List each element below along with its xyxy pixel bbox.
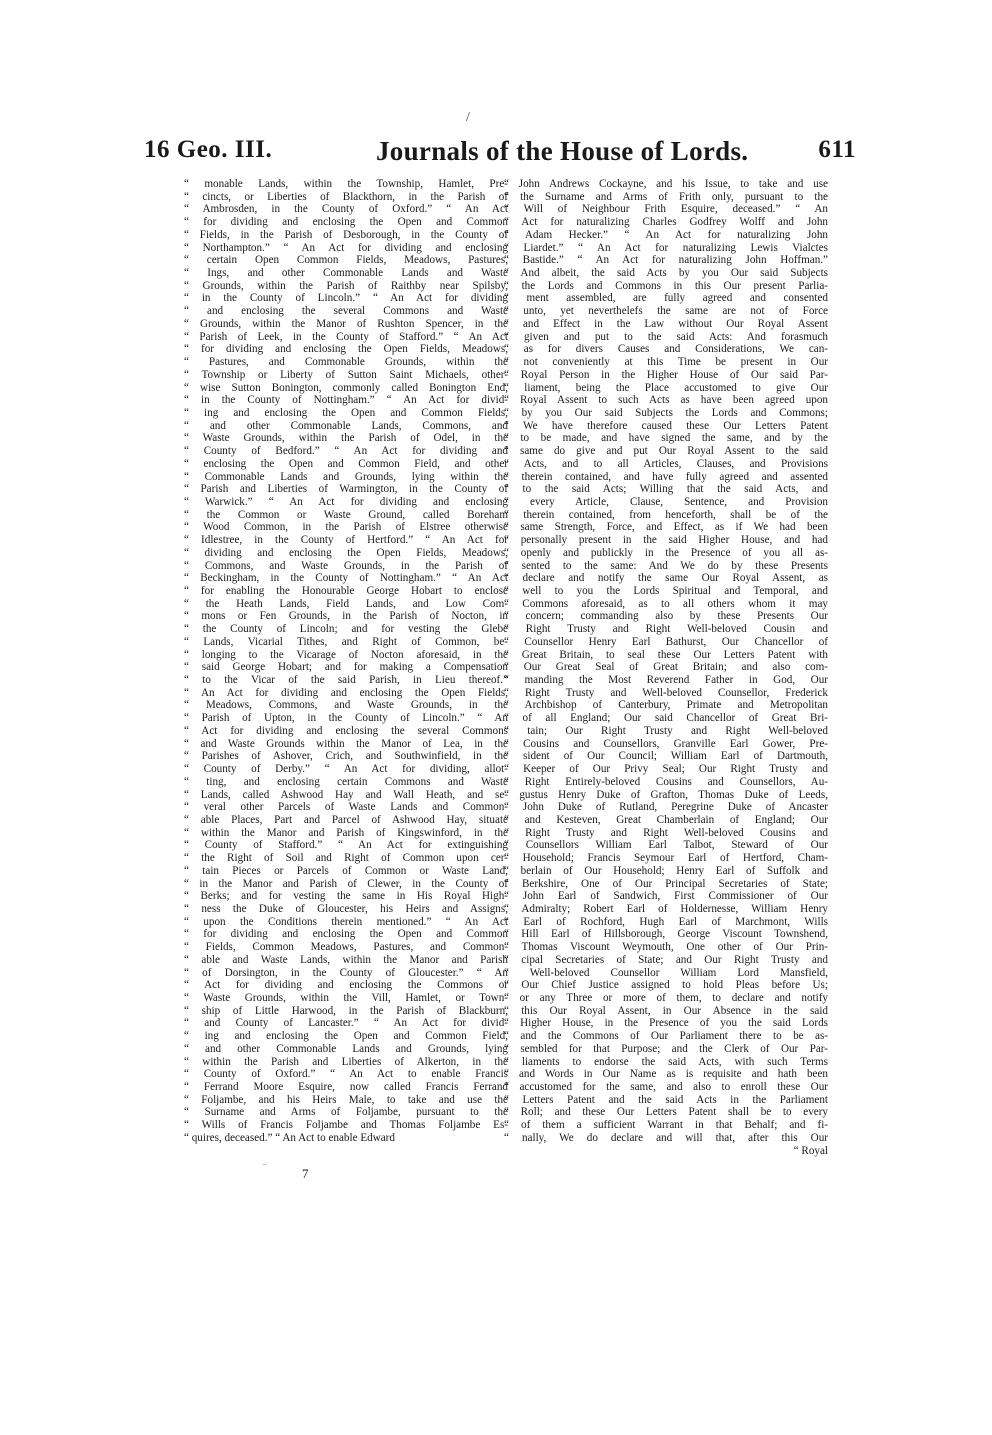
text-line: “ County of Derby.” “ An Act for dividing, allot- [184, 763, 508, 776]
text-line: “ Act for naturalizing Charles Godfrey Wolff and John [504, 216, 828, 229]
text-line: “ Archbishop of Canterbury, Primate and Metropolitan [504, 699, 828, 712]
text-line: “ ting, and enclosing certain Commons and Waste [184, 775, 508, 788]
text-line: “ tain Pieces or Parcels of Common or Waste Land, [184, 864, 508, 877]
text-line: “ Right Trusty and Right Well-beloved Cousins and [504, 826, 828, 839]
text-line: “ the Common or Waste Ground, called Boreham [184, 508, 508, 521]
text-line: “ in the Manor and Parish of Clewer, in the County of [184, 877, 508, 890]
text-line: “ Keeper of Our Privy Seal; Our Right Trusty and [504, 763, 828, 776]
text-line: “ the Surname and Arms of Frith only, pursuant to the [504, 190, 828, 203]
text-line: “ Thomas Viscount Weymouth, One other of Our Prin- [504, 941, 828, 954]
text-line: “ well to you the Lords Spiritual and Temporal, and [504, 585, 828, 597]
text-line: “ and Kesteven, Great Chamberlain of England; Our [504, 813, 828, 826]
text-line: “ and Waste Grounds within the Manor of Lea, in the [184, 737, 508, 750]
text-line: “ to the Vicar of the said Parish, in Lieu thereof.” [184, 674, 508, 687]
text-line: “ ment assembled, are fully agreed and consented [504, 292, 828, 305]
text-line: “ and County of Lancaster.” “ An Act for divid- [184, 1017, 508, 1030]
text-line: “ Township or Liberty of Sutton Saint Michaels, other- [184, 368, 508, 381]
text-line: “ Right Trusty and Right Well-beloved Cousin and [504, 623, 828, 636]
text-line: “ to the said Acts; Willing that the said Acts, and [504, 483, 828, 496]
text-line: “ Roll; and these Our Letters Patent shall be to every [504, 1106, 828, 1119]
text-line: “ as for divers Causes and Considerations, We can- [504, 343, 828, 356]
text-line: “ enclosing the Open and Common Field, and other [184, 457, 508, 470]
right-column [504, 178, 828, 1157]
ink-smudge: ⁻ [262, 1162, 268, 1173]
text-line: “ and enclosing the several Commons and Waste [184, 305, 508, 318]
text-line: “ County of Bedford.” “ An Act for dividing and [184, 445, 508, 458]
text-line: “ sembled for that Purpose; and the Clerk of Our Par- [504, 1042, 828, 1055]
text-line: “ for dividing and enclosing the Open Fields, Meadows, [184, 343, 508, 356]
text-line: “ not conveniently at this Time be present in Our [504, 356, 828, 369]
text-line: “ this Our Royal Assent, in Our Absence in the said [504, 1004, 828, 1017]
text-line: “ Berkshire, One of Our Principal Secretaries of State; [504, 877, 828, 890]
text-line: “ Fields, Common Meadows, Pastures, and Common- [184, 941, 508, 954]
text-line: “ to be made, and have signed the same, and by the [504, 432, 828, 445]
text-line: “ sident of Our Council; William Earl of Dartmouth, [504, 750, 828, 763]
text-line: “ berlain of Our Household; Henry Earl of Suffolk and [504, 864, 828, 877]
text-line: “ Fields, in the Parish of Desborough, in the County of [184, 228, 508, 241]
running-header [144, 136, 856, 176]
text-line: “ of all England; Our said Chancellor of Great Bri- [504, 712, 828, 725]
page-title: Journals of the House of Lords. [376, 136, 749, 166]
text-line: “ Wood Common, in the Parish of Elstree otherwise [184, 521, 508, 534]
text-line: “ every Article, Clause, Sentence, and Provision [504, 495, 828, 508]
text-line: “ Beckingham, in the County of Nottingham.” “ An Act [184, 572, 508, 585]
text-line: “ An Act for dividing and enclosing the Open Fields, [184, 686, 508, 699]
text-line: “ certain Open Common Fields, Meadows, Pastures, [184, 254, 508, 267]
text-line: “ Idlestree, in the County of Hertford.” “ An Act for [184, 534, 508, 547]
text-line: “ Liardet.” “ An Act for naturalizing Lewis Vialctes [504, 241, 828, 254]
text-line: “ ship of Little Harwood, in the Parish of Blackburn, [184, 1004, 508, 1017]
text-line: “ personally present in the said Higher House, and had [504, 534, 828, 547]
text-line: “ same Strength, Force, and Effect, as if We had been [504, 521, 828, 534]
text-line: “ Northampton.” “ An Act for dividing and enclosing [184, 241, 508, 254]
text-line: “ unto, yet neverthelefs the same are not of Force [504, 305, 828, 318]
text-line: “ Parish of Leek, in the County of Stafford.” “ An Act [184, 330, 508, 343]
text-line: “ Waste Grounds, within the Parish of Odel, in the [184, 432, 508, 445]
text-line: “ veral other Parcels of Waste Lands and Common- [184, 801, 508, 814]
text-line: “ wise Sutton Bonington, commonly called Bonington End, [184, 381, 508, 394]
text-line: “ ness the Duke of Gloucester, his Heirs and Assigns, [184, 902, 508, 915]
text-line: “ Ferrand Moore Esquire, now called Francis Ferrand [184, 1081, 508, 1094]
text-line: “ sented to the same: And We do by these Presents [504, 559, 828, 572]
text-line: “ liaments to endorse the said Acts, with such Terms [504, 1055, 828, 1068]
text-line: “ Lands, Vicarial Tithes, and Right of Common, be- [184, 635, 508, 648]
text-line: “ Household; Francis Seymour Earl of Hertford, Cham- [504, 852, 828, 865]
text-line: “ liament, being the Place accustomed to give Our [504, 381, 828, 394]
text-line: “ within the Parish and Liberties of Alkerton, in the [184, 1055, 508, 1068]
text-line: “ Ambrosden, in the County of Oxford.” “ An Act [184, 203, 508, 216]
text-line: “ longing to the Vicarage of Nocton aforesaid, in the [184, 648, 508, 661]
text-line: “ mons or Fen Grounds, in the Parish of Nocton, in [184, 610, 508, 623]
text-line: “ nally, We do declare and will that, after this Our [504, 1131, 828, 1144]
text-line: “ John Duke of Rutland, Peregrine Duke of Ancaster [504, 801, 828, 814]
text-line: “ cincts, or Liberties of Blackthorn, in the Parish of [184, 190, 508, 203]
text-line: “ Earl of Rochford, Hugh Earl of Marchmont, Wills [504, 915, 828, 928]
text-line: “ Acts, and to all Articles, Clauses, and Provisions [504, 457, 828, 470]
text-line: “ Right Entirely-beloved Cousins and Counsellors, Au- [504, 775, 828, 788]
text-line: “ Parish and Liberties of Warmington, in the County of [184, 483, 508, 496]
text-line: “ and the Commons of Our Parliament there to be as- [504, 1030, 828, 1043]
text-line: “ Waste Grounds, within the Vill, Hamlet, or Town- [184, 992, 508, 1004]
text-line: “ Commons, and Waste Grounds, in the Parish of [184, 559, 508, 572]
text-line: “ John Andrews Cockayne, and his Issue, to take and use [504, 178, 828, 190]
text-line: “ Counsellors William Earl Talbot, Steward of Our [504, 839, 828, 852]
text-line: “ tain; Our Right Trusty and Right Well-beloved [504, 724, 828, 737]
text-line: “ manding the Most Reverend Father in God, Our [504, 674, 828, 687]
text-line: “ able Places, Part and Parcel of Ashwood Hay, situate [184, 813, 508, 826]
text-line: “ declare and notify the same Our Royal Assent, as [504, 572, 828, 585]
text-line: “ Berks; and for vesting the same in His Royal High- [184, 890, 508, 903]
stray-mark: / [466, 110, 470, 125]
text-line: “ said George Hobart; and for making a Compensation [184, 661, 508, 674]
text-line: “ Wills of Francis Foljambe and Thomas Foljambe Es- [184, 1119, 508, 1132]
text-line: “ within the Manor and Parish of Kingswinford, in the [184, 826, 508, 839]
text-line: “ and other Commonable Lands and Grounds, lying [184, 1042, 508, 1055]
text-line: “ for dividing and enclosing the Open and Common [184, 216, 508, 229]
text-line: “ of them a sufficient Warrant in that Behalf; and fi- [504, 1119, 828, 1132]
text-line: “ by you Our said Subjects the Lords and Commons; [504, 406, 828, 419]
text-line: “ Great Britain, to seal these Our Letters Patent with [504, 648, 828, 661]
text-line: “ Royal Person in the Higher House of Our said Par- [504, 368, 828, 381]
text-line: “ ing and enclosing the Open and Common Field, [184, 1030, 508, 1043]
text-line: “ Grounds, within the Parish of Raithby near Spilsby, [184, 279, 508, 292]
text-line: “ and other Commonable Lands, Commons, and [184, 419, 508, 432]
text-line: “ Counsellor Henry Earl Bathurst, Our Chancellor of [504, 635, 828, 648]
text-line: “ John Earl of Sandwich, First Commissioner of Our [504, 890, 828, 903]
text-line: “ able and Waste Lands, within the Manor and Parish [184, 953, 508, 966]
text-line: “ the County of Lincoln; and for vesting the Glebe [184, 623, 508, 636]
text-line: “ gustus Henry Duke of Grafton, Thomas Duke of Leeds, [504, 788, 828, 801]
text-line: “ and Words in Our Name as is requisite and hath been [504, 1068, 828, 1081]
text-line: “ Parish of Upton, in the County of Lincoln.” “ An [184, 712, 508, 725]
text-line: “ Right Trusty and Well-beloved Counsellor, Frederick [504, 686, 828, 699]
text-line: “ Letters Patent and the said Acts in the Parliament [504, 1093, 828, 1106]
text-line: “ We have therefore caused these Our Letters Patent [504, 419, 828, 432]
text-line: “ Act for dividing and enclosing the Commons or [184, 979, 508, 992]
regnal-year: 16 Geo. III. [144, 136, 273, 163]
text-line: “ quires, deceased.” “ An Act to enable Edward [184, 1131, 395, 1144]
text-line: “ therein contained, from henceforth, shall be of the [504, 508, 828, 521]
text-line: “ Meadows, Commons, and Waste Grounds, in the [184, 699, 508, 712]
text-line: “ the Right of Soil and Right of Common upon cer- [184, 852, 508, 865]
text-line: “ therein contained, and have fully agreed and assented [504, 470, 828, 483]
text-line: “ for enabling the Honourable George Hobart to enclose [184, 585, 508, 597]
text-line: “ Ings, and other Commonable Lands and Waste [184, 267, 508, 280]
text-line: “ in the County of Lincoln.” “ An Act for dividing [184, 292, 508, 305]
text-line: “ County of Oxford.” “ An Act to enable Francis [184, 1068, 508, 1081]
text-line: “ and Effect in the Law without Our Royal Assent [504, 317, 828, 330]
left-column [184, 178, 508, 1145]
text-line: “ monable Lands, within the Township, Hamlet, Pre- [184, 178, 508, 190]
text-line: “ Act for dividing and enclosing the several Commons [184, 724, 508, 737]
text-line: “ Surname and Arms of Foljambe, pursuant to the [184, 1106, 508, 1119]
text-line: “ Cousins and Counsellors, Granville Earl Gower, Pre- [504, 737, 828, 750]
text-line: “ dividing and enclosing the Open Fields, Meadows, [184, 546, 508, 559]
text-line: “ of Dorsington, in the County of Gloucester.” “ An [184, 966, 508, 979]
text-line: “ Bastide.” “ An Act for naturalizing John Hoffman.” [504, 254, 828, 267]
text-line: “ the Heath Lands, Field Lands, and Low Com- [184, 597, 508, 610]
text-line: “ upon the Conditions therein mentioned.” “ An Act [184, 915, 508, 928]
text-line: “ the Lords and Commons in this Our present Parlia- [504, 279, 828, 292]
text-line: “ Well-beloved Counsellor William Lord Mansfield, [504, 966, 828, 979]
text-line: “ Parishes of Ashover, Crich, and Southwinfield, in the [184, 750, 508, 763]
text-line: “ same do give and put Our Royal Assent to the said [504, 445, 828, 458]
text-line: “ cipal Secretaries of State; and Our Right Trusty and [504, 953, 828, 966]
text-line: “ or any Three or more of them, to declare and notify [504, 992, 828, 1004]
text-line: “ in the County of Nottingham.” “ An Act for divid- [184, 394, 508, 407]
text-line: “ ing and enclosing the Open and Common Fields, [184, 406, 508, 419]
page-number: 611 [818, 136, 856, 163]
text-line: “ Will of Neighbour Frith Esquire, deceased.” “ An [504, 203, 828, 216]
text-line: “ Higher House, in the Presence of you the said Lords [504, 1017, 828, 1030]
text-line: “ Lands, called Ashwood Hay and Wall Heath, and se- [184, 788, 508, 801]
signature-mark: 7 [302, 1166, 309, 1181]
text-line: “ Adam Hecker.” “ An Act for naturalizing John [504, 228, 828, 241]
text-line: “ Royal [793, 1144, 828, 1157]
text-line: “ for dividing and enclosing the Open and Common [184, 928, 508, 941]
text-line: “ Pastures, and Commonable Grounds, within the [184, 356, 508, 369]
text-line: “ Hill Earl of Hillsborough, George Viscount Townshend, [504, 928, 828, 941]
text-line: “ Our Great Seal of Great Britain; and also com- [504, 661, 828, 674]
text-line: “ Foljambe, and his Heirs Male, to take and use the [184, 1093, 508, 1106]
text-line: “ And albeit, the said Acts by you Our said Subjects [504, 267, 828, 280]
text-line: “ Commonable Lands and Grounds, lying within the [184, 470, 508, 483]
text-line: “ Commons aforesaid, as to all others whom it may [504, 597, 828, 610]
text-line: “ Royal Assent to such Acts as have been agreed upon [504, 394, 828, 407]
text-line: “ Warwick.” “ An Act for dividing and enclosing [184, 495, 508, 508]
text-line: “ given and put to the said Acts: And forasmuch [504, 330, 828, 343]
text-line: “ Grounds, within the Manor of Rushton Spencer, in the [184, 317, 508, 330]
text-line: “ accustomed for the same, and also to enroll these Our [504, 1081, 828, 1094]
text-line: “ openly and publickly in the Presence of you all as- [504, 546, 828, 559]
text-line: “ concern; commanding also by these Presents Our [504, 610, 828, 623]
text-line: “ Our Chief Justice assigned to hold Pleas before Us; [504, 979, 828, 992]
text-line: “ County of Stafford.” “ An Act for extinguishing [184, 839, 508, 852]
text-line: “ Admiralty; Robert Earl of Holdernesse, William Henry [504, 902, 828, 915]
